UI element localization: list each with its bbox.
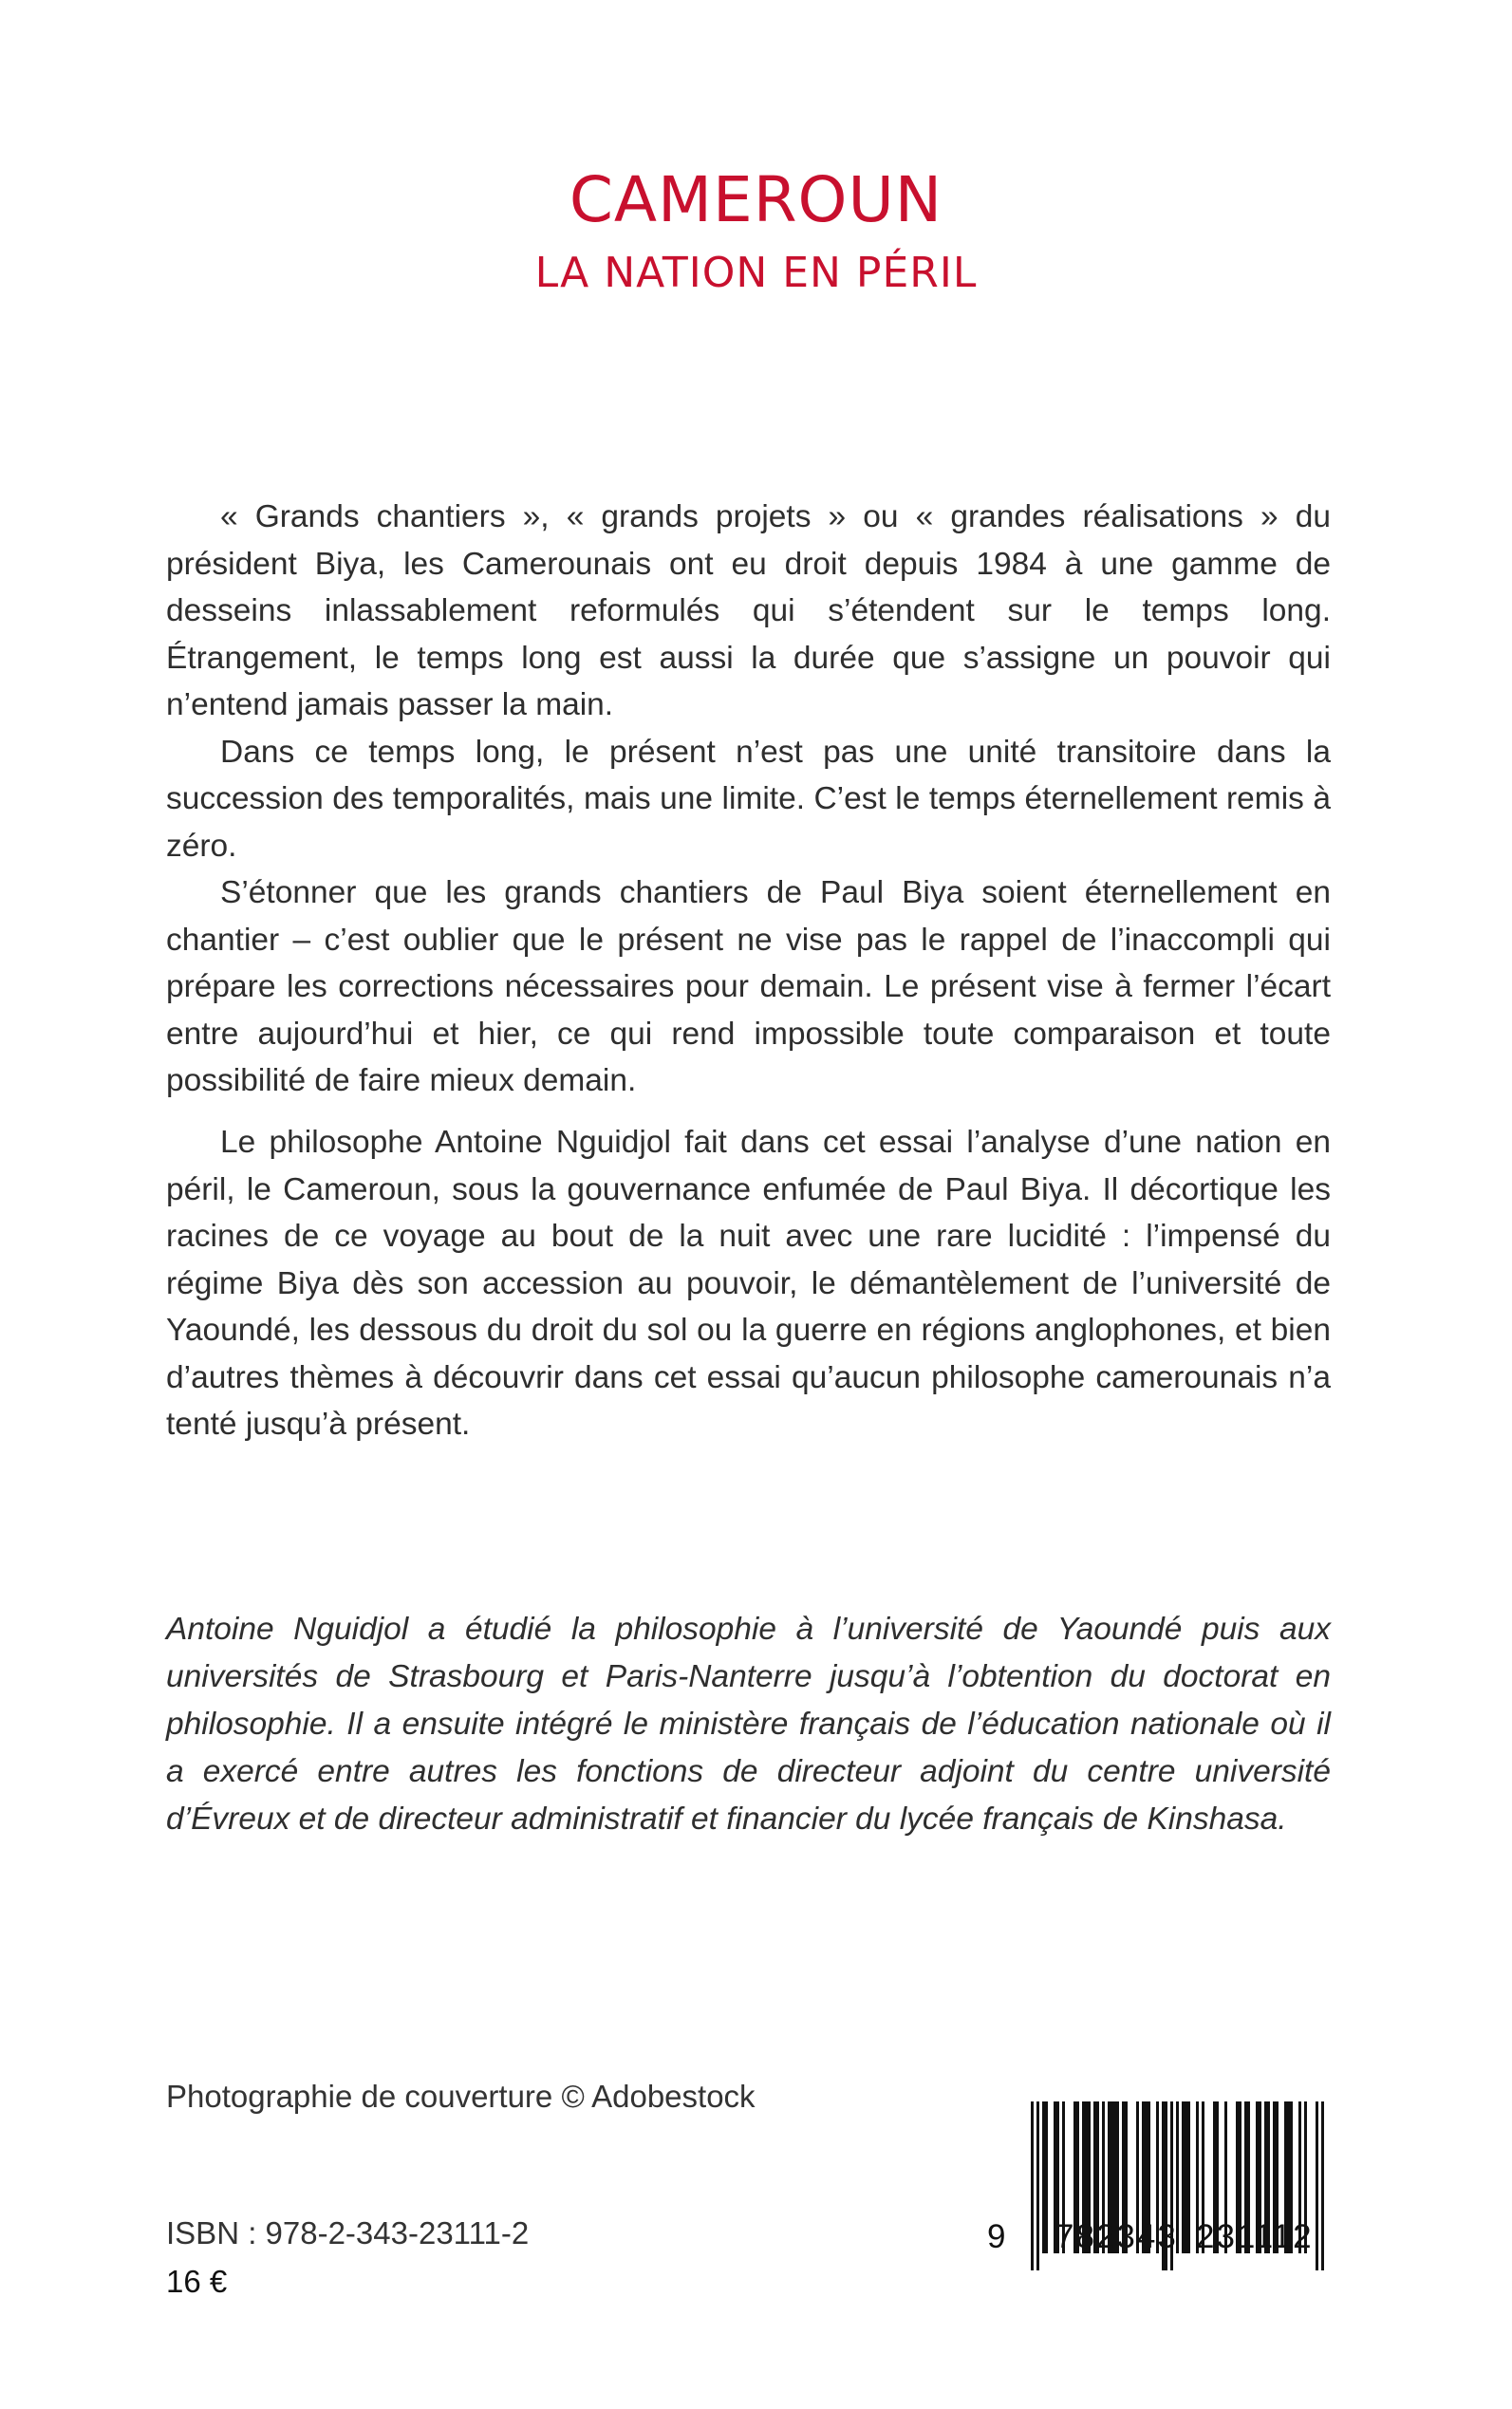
book-subtitle: LA NATION EN PÉRIL: [534, 249, 978, 297]
book-title: CAMEROUN: [569, 163, 943, 236]
barcode-left-group: 782343: [1055, 2218, 1178, 2255]
blurb-paragraph: Le philosophe Antoine Nguidjol fait dans cet essai l’analyse d’une nation en péril, le Cameroun, sous la gouvernance enfumée de Paul Biya. Il décortique les racines de ce voyage au bout de la nuit avec une rare lucidité : l’impensé du régime Biya dès son accession au pouvoir, le démantèlement de l’université de Yaoundé, les dessous du droit du sol ou la guerre en régions anglophones, et bien d’autres thèmes à découvrir dans cet essai qu’aucun philosophe camerounais n’a tenté jusqu’à présent.: [166, 1125, 1331, 1442]
price: 16 €: [166, 2264, 228, 2299]
barcode-right-group: 231112: [1196, 2218, 1314, 2255]
author-bio: Antoine Nguidjol a étudié la philosophie à l’université de Yaoundé puis aux universités de Strasbourg et Paris-Nanterre jusqu’à l’obtention du doctorat en philosophie. Il a ensuite intégré le ministère français de l’éducation nationale où il a exercé entre autres les fonctions de directeur adjoint du centre université d’Évreux et de directeur administratif et financier du lycée français de Kinshasa.: [166, 1612, 1331, 1837]
barcode-first-digit: 9: [987, 2218, 1006, 2255]
photo-credit: Photographie de couverture © Adobestock: [166, 2079, 756, 2114]
barcode-digits: [987, 2218, 1334, 2370]
blurb-part-1: [166, 494, 1331, 1105]
isbn: ISBN : 978-2-343-23111-2: [166, 2215, 530, 2250]
blurb-paragraph: Dans ce temps long, le présent n’est pas une unité transitoire dans la succession des temporalités, mais une limite. C’est le temps éternellement remis à zéro.: [166, 734, 1331, 864]
blurb-paragraph: « Grands chantiers », « grands projets » ou « grandes réalisations » du président Biya, les Camerounais ont eu droit depuis 1984 à une gamme de desseins inlassablement reformulés qui s’étendent sur le temps long. Étrangement, le temps long est aussi la durée que s’assigne un pouvoir qui n’entend jamais passer la main.: [166, 499, 1331, 722]
blurb-part-2: [166, 1119, 1331, 1448]
blurb-paragraph: S’étonner que les grands chantiers de Paul Biya soient éternellement en chantier – c’est oublier que le présent ne vise pas le rappel de l’inaccompli qui prépare les corrections nécessaires pour demain. Le présent vise à fermer l’écart entre aujourd’hui et hier, ce qui rend impossible toute comparaison et toute possibilité de faire mieux demain.: [166, 875, 1331, 1098]
